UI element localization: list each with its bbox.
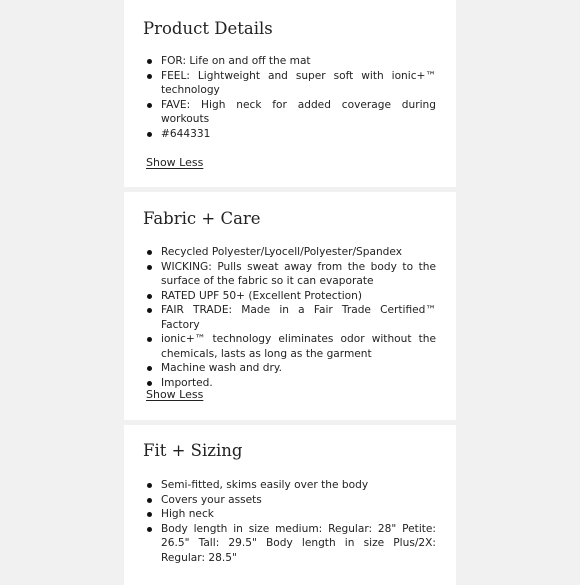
list-item	[143, 54, 436, 69]
bullet-icon	[147, 250, 152, 255]
list-item	[143, 127, 436, 142]
fit-sizing-card	[124, 425, 456, 585]
bullet-icon	[147, 59, 152, 64]
fabric-care-card	[124, 192, 456, 420]
list-item-text: ionic+™ technology eliminates odor without the chemicals, lasts as long as the garment	[161, 333, 436, 360]
list-item-text: FOR: Life on and off the mat	[161, 55, 311, 67]
list-item	[143, 361, 436, 376]
show-less-link[interactable]: Show Less	[146, 388, 204, 401]
bullet-icon	[147, 132, 152, 137]
list-item	[143, 522, 436, 566]
list-item	[143, 260, 436, 289]
bullet-icon	[147, 103, 152, 108]
section-title: Fabric + Care	[143, 209, 261, 228]
bullet-icon	[147, 265, 152, 270]
bullet-list	[143, 245, 436, 390]
bullet-icon	[147, 308, 152, 313]
list-item	[143, 507, 436, 522]
list-item	[143, 303, 436, 332]
list-item	[143, 332, 436, 361]
list-item-text: FAIR TRADE: Made in a Fair Trade Certified™ Factory	[161, 304, 436, 331]
list-item	[143, 289, 436, 304]
list-item	[143, 493, 436, 508]
bullet-icon	[147, 381, 152, 386]
section-title: Fit + Sizing	[143, 441, 243, 460]
bullet-icon	[147, 294, 152, 299]
list-item	[143, 478, 436, 493]
list-item-text: Body length in size medium: Regular: 28" Petite: 26.5" Tall: 29.5" Body length in size Plus/2X: Regular: 28.5"	[161, 522, 436, 564]
bullet-icon	[147, 337, 152, 342]
list-item	[143, 69, 436, 98]
product-details-card	[124, 0, 456, 187]
list-item-text: Covers your assets	[161, 493, 262, 506]
list-item-text: WICKING: Pulls sweat away from the body to the surface of the fabric so it can evaporate	[161, 260, 436, 287]
list-item-text: #644331	[161, 127, 211, 140]
list-item-text: FEEL: Lightweight and super soft with ionic+™ technology	[161, 69, 436, 96]
section-title: Product Details	[143, 19, 273, 38]
bullet-icon	[147, 512, 152, 517]
list-item-text: High neck	[161, 508, 214, 520]
bullet-icon	[147, 527, 152, 532]
bullet-icon	[147, 483, 152, 488]
list-item-text: Recycled Polyester/Lyocell/Polyester/Spandex	[161, 246, 403, 258]
show-less-link[interactable]: Show Less	[146, 156, 204, 169]
bullet-list	[143, 478, 436, 565]
bullet-icon	[147, 498, 152, 503]
bullet-list	[143, 54, 436, 141]
list-item-text: Machine wash and dry.	[161, 362, 282, 374]
list-item-text: Imported.	[161, 376, 213, 389]
list-item-text: FAVE: High neck for added coverage during workouts	[161, 98, 436, 125]
list-item-text: RATED UPF 50+ (Excellent Protection)	[161, 289, 362, 302]
bullet-icon	[147, 74, 152, 79]
list-item-text: Semi-fitted, skims easily over the body	[161, 479, 369, 491]
list-item	[143, 98, 436, 127]
list-item	[143, 245, 436, 260]
bullet-icon	[147, 366, 152, 371]
